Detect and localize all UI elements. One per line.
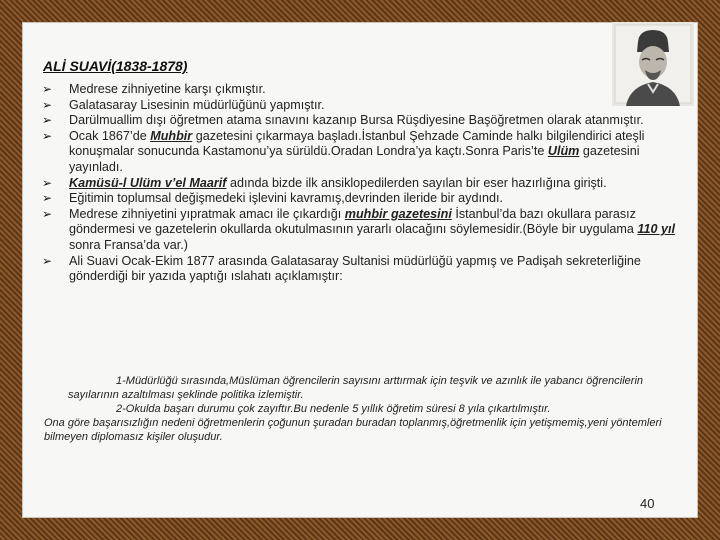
newspaper-name: muhbir gazetesini — [344, 206, 452, 221]
bullet-text: Darülmuallim dışı öğretmen atama sınavını kazanıp Bursa Rüşdiyesine Başöğretmen olarak atanmıştır. — [69, 113, 644, 128]
bullet-item — [42, 191, 682, 207]
note-paragraph: 1-Müdürlüğü sırasında,Müslüman öğrencilerin sayısını arttırmak için teşvik ve azınlık ile yabancı öğrencilerin sayılarının azaltılması şeklinde politika izlemiştir. — [68, 375, 644, 401]
bullet-text: sonra Fransa’da var.) — [69, 237, 188, 252]
bullet-item — [42, 129, 682, 176]
bullet-item — [42, 113, 682, 129]
bullet-text: Medrese zihniyetini yıpratmak amacı ile çıkardığı — [69, 206, 345, 221]
year-span: 110 yıl — [637, 222, 675, 237]
bullet-text: İstanbul’da bazı okullara parasız göndermesi ve gazetelerin okullarda okutulmasının yararlı olacağını söylemesidir.(Böyle bir uygulama — [69, 206, 638, 237]
bullet-text: Galatasaray Lisesinin müdürlüğünü yapmıştır. — [69, 97, 325, 112]
arrow-bullet-icon: ➢ — [42, 128, 53, 143]
arrow-bullet-icon: ➢ — [42, 191, 53, 206]
newspaper-name: Ulüm — [547, 144, 580, 159]
bullet-text: adında bizde ilk ansiklopedilerden sayılan bir eser hazırlığına girişti. — [226, 175, 607, 190]
arrow-bullet-icon: ➢ — [42, 82, 53, 96]
arrow-bullet-icon: ➢ — [42, 113, 53, 128]
notes-block — [44, 374, 688, 444]
slide-title: ALİ SUAVİ(1838-1878) — [43, 58, 188, 74]
bullet-item — [42, 254, 682, 285]
bullet-text: gazetesini yayınladı. — [69, 144, 640, 174]
arrow-bullet-icon: ➢ — [42, 253, 53, 268]
bullet-text: Medrese zihniyetine karşı çıkmıştır. — [69, 82, 266, 96]
bullet-list — [42, 82, 682, 285]
arrow-bullet-icon: ➢ — [42, 175, 53, 190]
bullet-text: Ali Suavi Ocak-Ekim 1877 arasında Galatasaray Sultanisi müdürlüğü yapmış ve Padişah sekreterliğine gönderdiği bir yazıda yaptığı ıslahatı açıklamıştır: — [69, 253, 641, 284]
bullet-item — [42, 176, 682, 192]
note-paragraph: 2-Okulda başarı durumu çok zayıftır.Bu nedenle 5 yıllık öğretim süresi 8 yıla çıkartılmıştır. — [116, 403, 551, 415]
bullet-text: Eğitimin toplumsal değişmedeki işlevini kavramış,devrinden ileride bir aydındı. — [69, 191, 503, 206]
arrow-bullet-icon: ➢ — [42, 97, 53, 112]
bullet-item — [42, 207, 682, 254]
bullet-text: Ocak 1867’de — [69, 128, 151, 143]
note-paragraph: Ona göre başarısızlığın nedeni öğretmenlerin çoğunun şuradan buradan toplanmış,öğretmenlik için yetişmemiş,yeni yöntemleri bilmeyen diplomasız kişiler oluşudur. — [44, 417, 662, 443]
slide — [22, 22, 698, 518]
newspaper-name: Muhbir — [150, 128, 193, 143]
work-title: Kamüsü-l Ulüm v’el Maarif — [69, 175, 227, 190]
arrow-bullet-icon: ➢ — [42, 206, 53, 221]
bullet-item — [42, 98, 682, 114]
bullet-text: gazetesini çıkarmaya başladı.İstanbul Şehzade Caminde halkı bilgilendirici ateşli konuşmalar sonucunda Kastamonu’ya sürüldü.Oradan Londra’ya kaçtı.Sonra Paris’te — [69, 128, 645, 159]
page-number: 40 — [640, 496, 655, 511]
bullet-item — [42, 82, 682, 98]
